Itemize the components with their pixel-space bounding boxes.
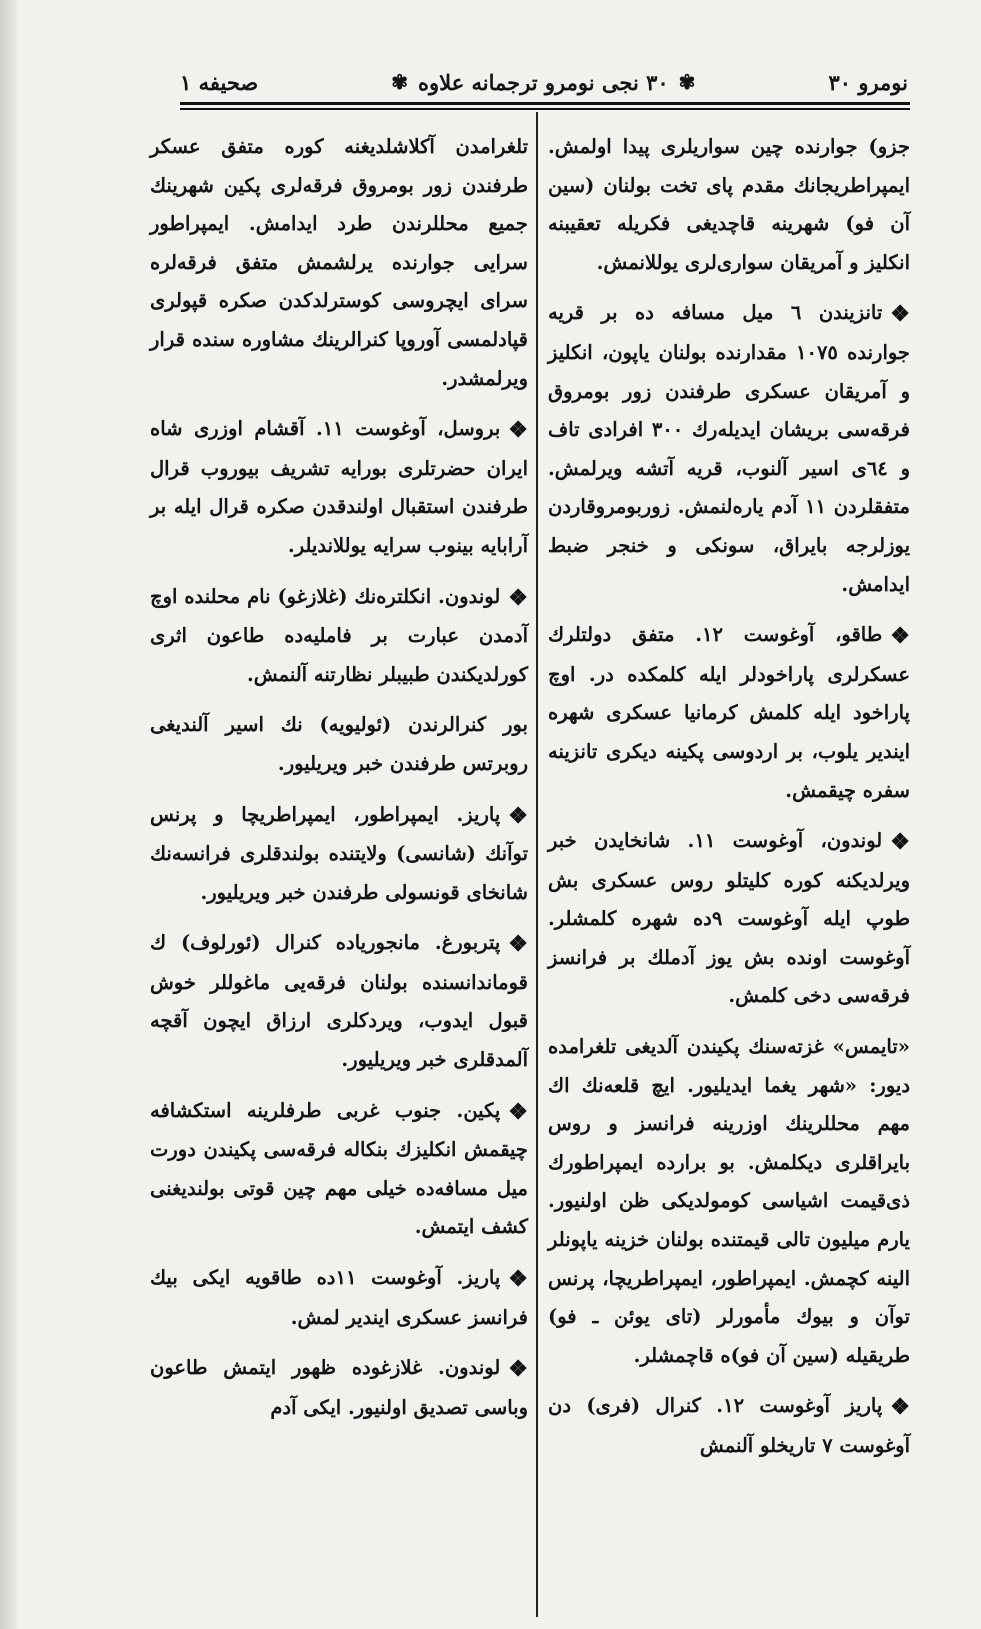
news-text: جزو) جوارنده چين سواريلرى پيدا اولمش. ايمپراطريجانك مقدم پاى تخت بولنان (سين آن فو) شهرينه قاچديغى فكريله تعقيبنه انكليز و آمريقان سوارى‌لرى يوللانمش. [548,135,910,274]
item-spacer [548,1466,910,1478]
item-spacer [548,1016,910,1028]
news-bullet-icon: ❖ [508,584,528,611]
news-item [150,410,528,565]
news-text: پتربورغ. مانجورياده كنرال (ئورلوف) ك قوماندانسنده بولنان فرقه‌يى ماغوللر خوش قبول ايدوب، ويردكلرى ارزاق ايچون آقچه آلمدقلرى خبر ويريليور. [150,931,528,1072]
column-divider [536,112,538,1617]
news-text: تلغرامدن آكلاشلديغنه كوره متفق عسكر طرفندن زور بومروق فرقه‌لرى پكين شهرينك جميع محللرندن طرد ايدامش. ايمپراطور سرايى جوارنده يرلشمش متفق فرقه‌لره سراى ايچروسى كوسترلدكدن صكره قپولرى قپادلمسى آوروپا كنرالرينك مشاوره سنده قرار ويرلمشدر. [150,135,528,390]
news-text: بور كنرالرندن (ئوليويه) نك اسير آلنديغى روبرتس طرفندن خبر ويريليور. [150,713,528,775]
news-item [150,706,528,783]
ornament-icon: ✾ [678,70,696,94]
page-header [180,62,908,102]
item-spacer [150,398,528,410]
news-item [150,1259,528,1337]
item-spacer [150,784,528,796]
item-spacer [150,1337,528,1349]
news-text: پكين. جنوب غربى طرفلرينه استكشافه چيقمش انكليزك بنكاله فرقه‌سى پكيندن دورت ميل مسافه‌ده خيلى مهم چين قوتى بولنديغنى كشف ايتمش. [150,1098,528,1239]
news-text: لوندون. انكلتره‌نك (غلازغو) نام محلنده اوچ آدمدن عبارت بر فامليه‌ده طاعون اثرى كورلديكندن طبيبلر نظارتنه آلنمش. [150,584,528,686]
item-spacer [150,566,528,578]
news-item [150,1092,528,1247]
news-bullet-icon: ❖ [890,623,910,650]
news-item [150,796,528,913]
item-spacer [150,694,528,706]
news-bullet-icon: ❖ [508,1098,528,1125]
news-item [548,616,910,810]
news-item [150,128,528,398]
item-spacer [548,1375,910,1387]
news-text: پاريز. آوغوست ١١ده طاقويه ايكى بيك فرانسز عسكرى ايندير لمش. [150,1266,528,1329]
item-spacer [548,604,910,616]
news-bullet-icon: ❖ [890,829,910,856]
news-bullet-icon: ❖ [890,1394,910,1421]
item-spacer [548,810,910,822]
news-bullet-icon: ❖ [508,1266,528,1293]
news-text: لوندون، آوغوست ١١. شانخايدن خبر ويرلديكنه كوره كليتلو روس عسكرى بش طوپ ايله آوغوست ٩ده شهره كلمشلر. آوغوست اونده بش يوز آدملك بر فرانسز فرقه‌سى دخى كلمش. [548,829,910,1008]
news-text: تانزيندن ٦ ميل مسافه ده بر قريه جوارنده ١٠٧٥ مقدارنده بولنان ياپون، انكليز و آمريقان عسكرى طرفندن زور بومروق فرقه‌سى بريشان ايديله‌رك ٣٠٠ افرادى تاف و ٦٤ى اسير آلنوب، قريه آتشه ويرلمش. متفقلردن ١١ آدم ياره‌لنمش. زوربومروقاردن يوزلرجه بايراق، سونكى و خنجر ضبط ايدامش. [548,301,910,596]
news-bullet-icon: ❖ [508,802,528,829]
news-item [548,294,910,604]
header-rule [180,108,910,110]
news-item [548,822,910,1016]
issue-number: نومرو ٣٠ [828,69,908,95]
news-bullet-icon: ❖ [890,301,910,328]
news-item [548,1387,910,1465]
item-spacer [150,1080,528,1092]
left-column [150,128,528,1439]
item-spacer [150,1247,528,1259]
news-item [548,128,910,282]
news-bullet-icon: ❖ [508,417,528,444]
page-left-shadow [0,0,18,1629]
news-text: پاريز. ايمپراطور، ايمپراطريچا و پرنس توآنك (شانسى) ولايتنده بولندقلرى فرانسه‌نك شانخاى قونسولى طرفندن خبر ويريليور. [150,802,528,904]
news-bullet-icon: ❖ [508,1356,528,1383]
right-column [548,128,910,1478]
ornament-icon: ✾ [391,70,409,94]
supplement-title: ٣٠ نجى نومرو ترجمانه علاوه [418,69,669,95]
item-spacer [548,282,910,294]
news-text: پاريز آوغوست ١٢. كنرال (فرى) دن آوغوست ٧ تاريخلو آلنمش [548,1394,910,1457]
item-spacer [150,912,528,924]
news-item [548,1028,910,1375]
news-text: بروسل، آوغوست ١١. آقشام اوزرى شاه ايران حضرتلرى بورايه تشريف بيوروب قرال طرفندن استقبال اولندقدن صكره قرال ايله بر آرابايه بينوب سرايه يوللانديلر. [150,417,528,557]
header-center [391,70,695,95]
page-number: صحيفه ١ [180,69,259,95]
news-bullet-icon: ❖ [508,931,528,958]
news-item [150,578,528,695]
news-item [150,1349,528,1427]
news-text: لوندون. غلازغوده ظهور ايتمش طاعون وباسى تصديق اولنيور. ايكى آدم [150,1356,528,1419]
news-text: طاقو، آوغوست ١٢. متفق دولتلرك عسكرلرى پاراخودلر ايله كلمكده در. اوچ پاراخود ايله كلمش كرمانيا عسكرى شهره ايندير يلوب، بر اردوسى پكينه ديكرى تانزينه سفره چيقمش. [548,623,910,802]
header-rule [180,102,910,105]
item-spacer [150,1427,528,1439]
news-text: «تايمس» غزته‌سنك پكيندن آلديغى تلغرامده ديور: «شهر يغما ايديليور. ايچ قلعه‌نك اك مهم محللرينك اوزرينه فرانسز و روس بايراقلرى ديكلمش. بو برارده ايمپراطورك ذى‌قيمت اشياسى كومولديكى ظن اولنيور. يارم ميليون تالى قيمتنده بولنان خزينه ياپونلر الينه كچمش. ايمپراطور، ايمپراطريچا، پرنس توآن و بيوك مأمورلر (تاى يوئن ـ فو) طريقيله (سين آن فو)ه قاچمشلر. [548,1035,910,1367]
news-item [150,924,528,1079]
